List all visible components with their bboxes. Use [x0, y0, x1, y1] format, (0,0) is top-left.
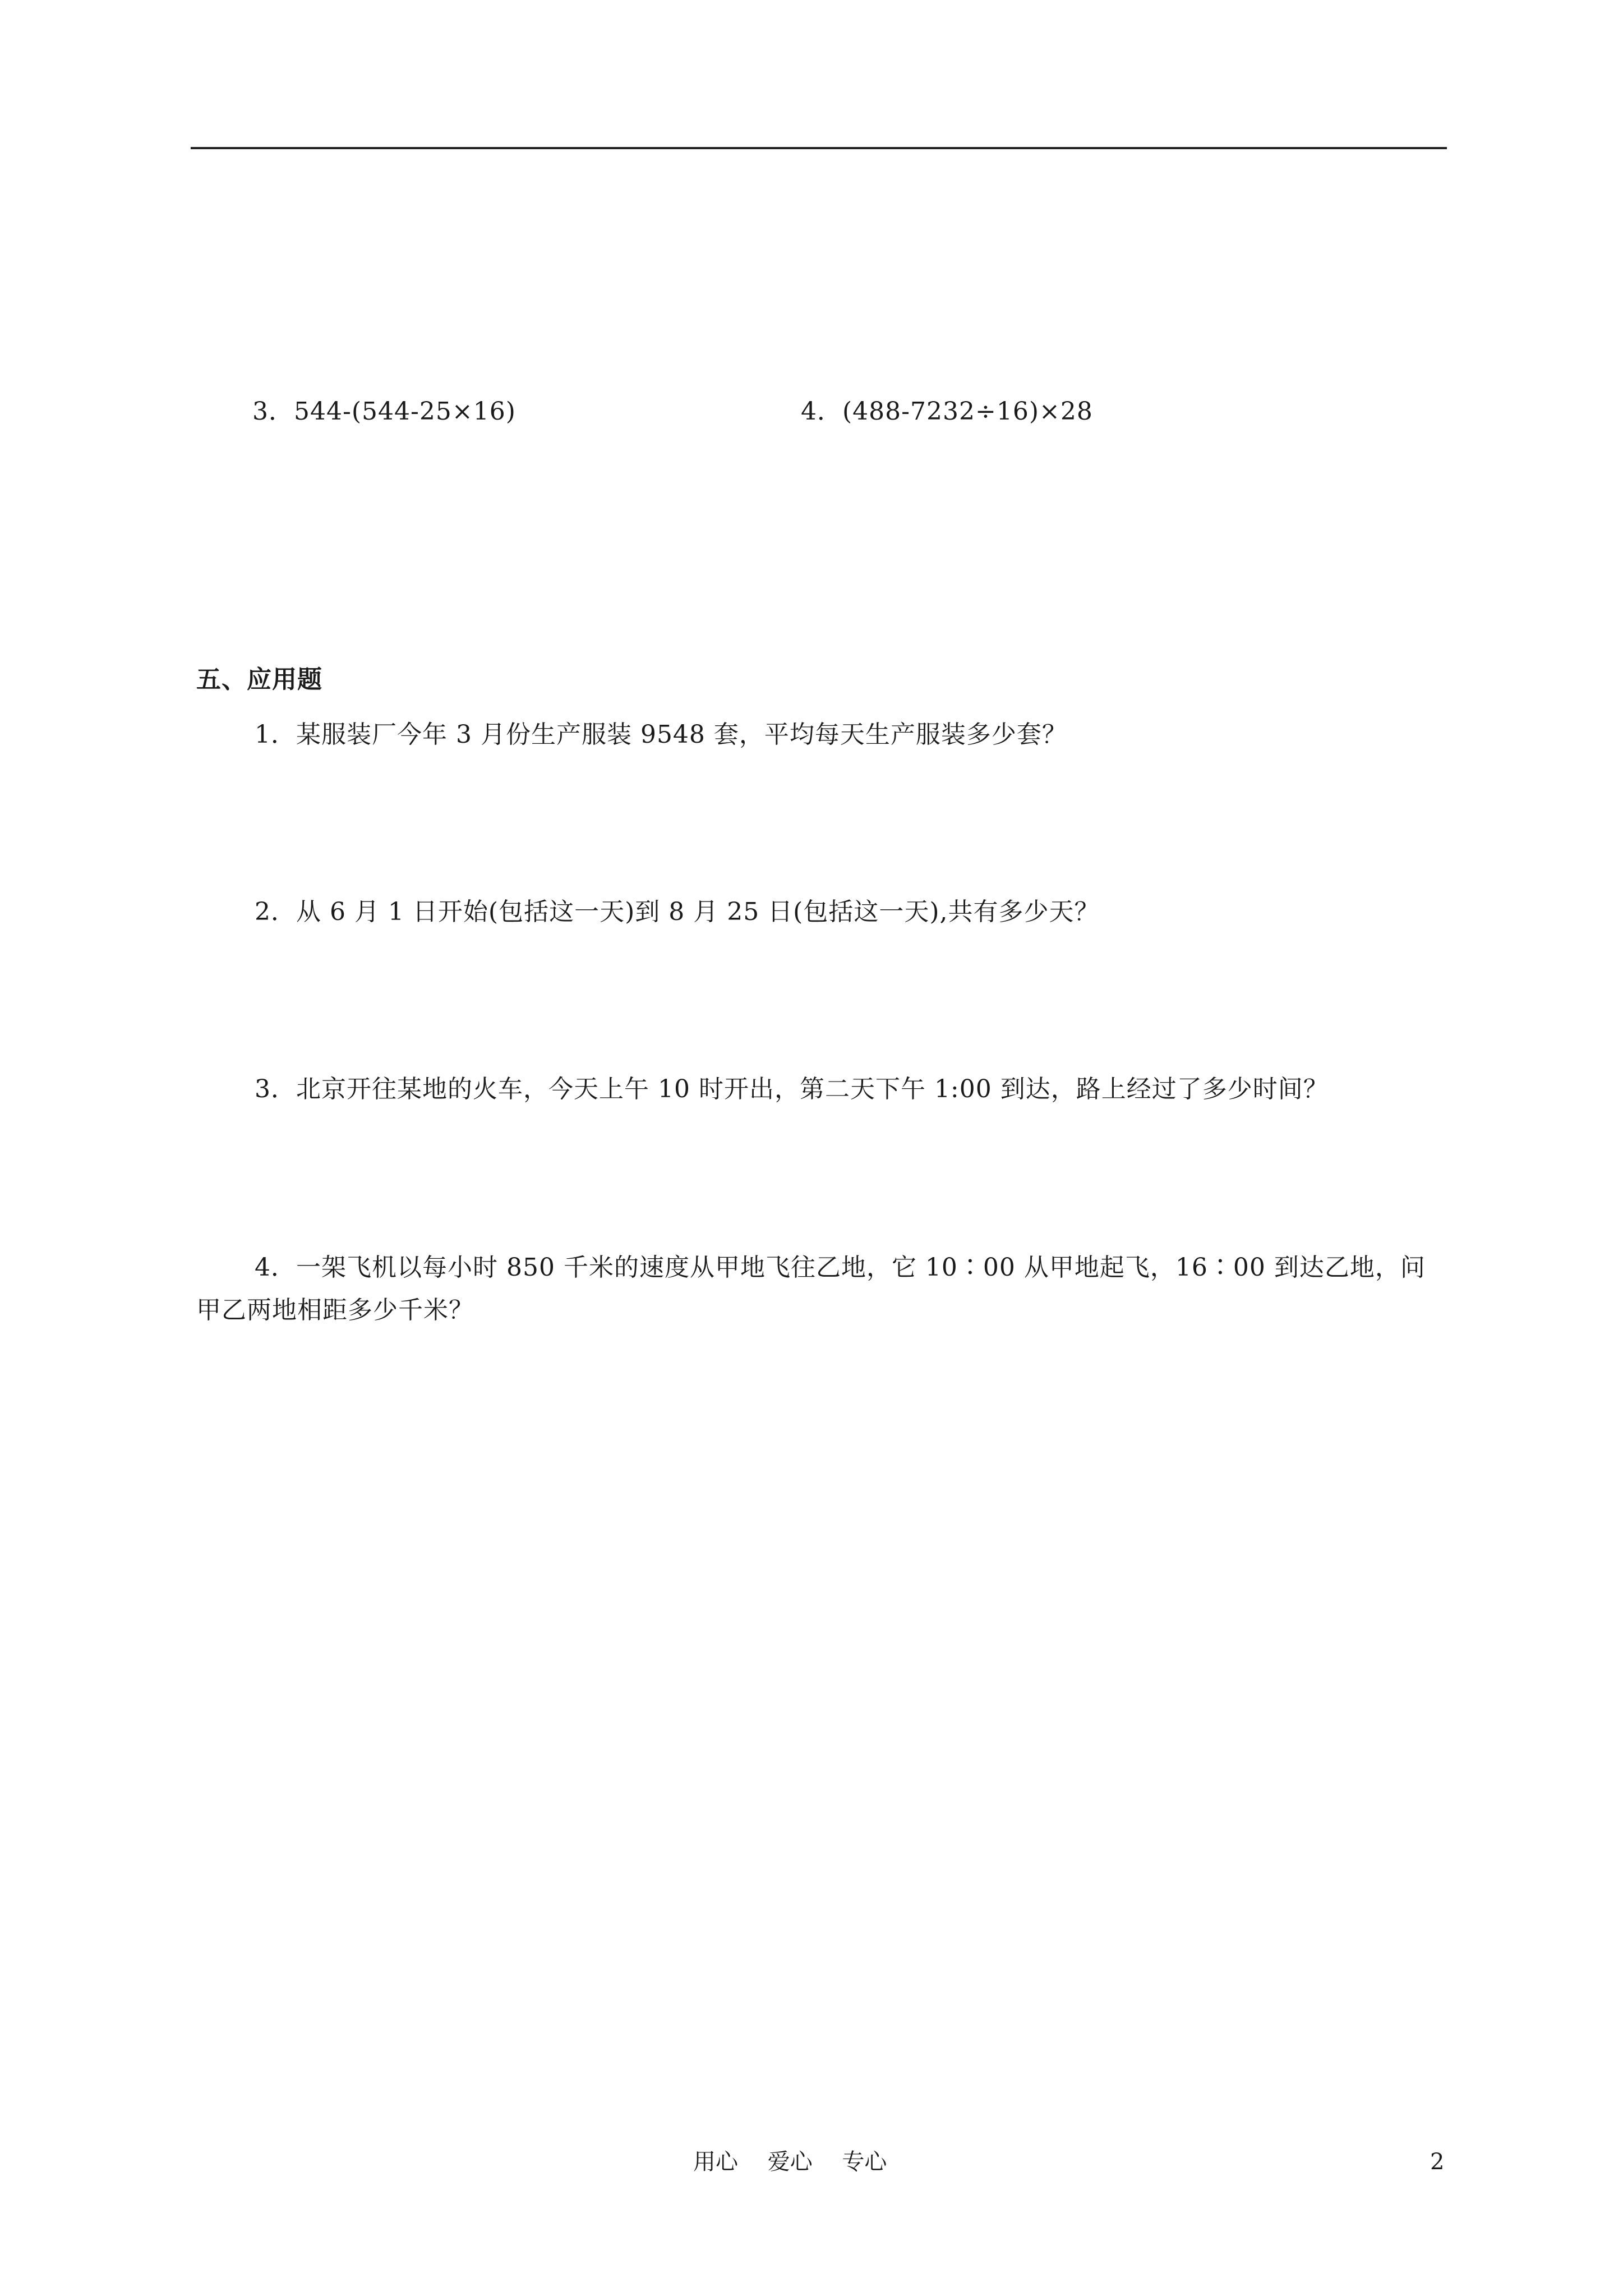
calc-problem-3: 3．544-(544-25×16)	[252, 397, 516, 426]
header-rule	[191, 147, 1447, 149]
word-problem-4: 4．一架飞机以每小时 850 千米的速度从甲地飞往乙地，它 10∶00 从甲地起飞，16∶00 到达乙地，问甲乙两地相距多少千米？	[196, 1253, 1426, 1324]
section-title: 五、应用题	[196, 665, 322, 694]
word-problem-1: 1．某服装厂今年 3 月份生产服装 9548 套，平均每天生产服装多少套？	[255, 720, 1067, 749]
word-problem-3: 3．北京开往某地的火车，今天上午 10 时开出，第二天下午 1:00 到达，路上经过了多少时间？	[255, 1075, 1329, 1103]
footer-slogan: 用心 爱心 专心	[693, 2149, 887, 2175]
page-number: 2	[1430, 2149, 1445, 2175]
calc-problem-4: 4．(488-7232÷16)×28	[801, 397, 1093, 426]
word-problem-2: 2．从 6 月 1 日开始(包括这一天)到 8 月 25 日(包括这一天),共有多少天？	[255, 898, 1100, 926]
